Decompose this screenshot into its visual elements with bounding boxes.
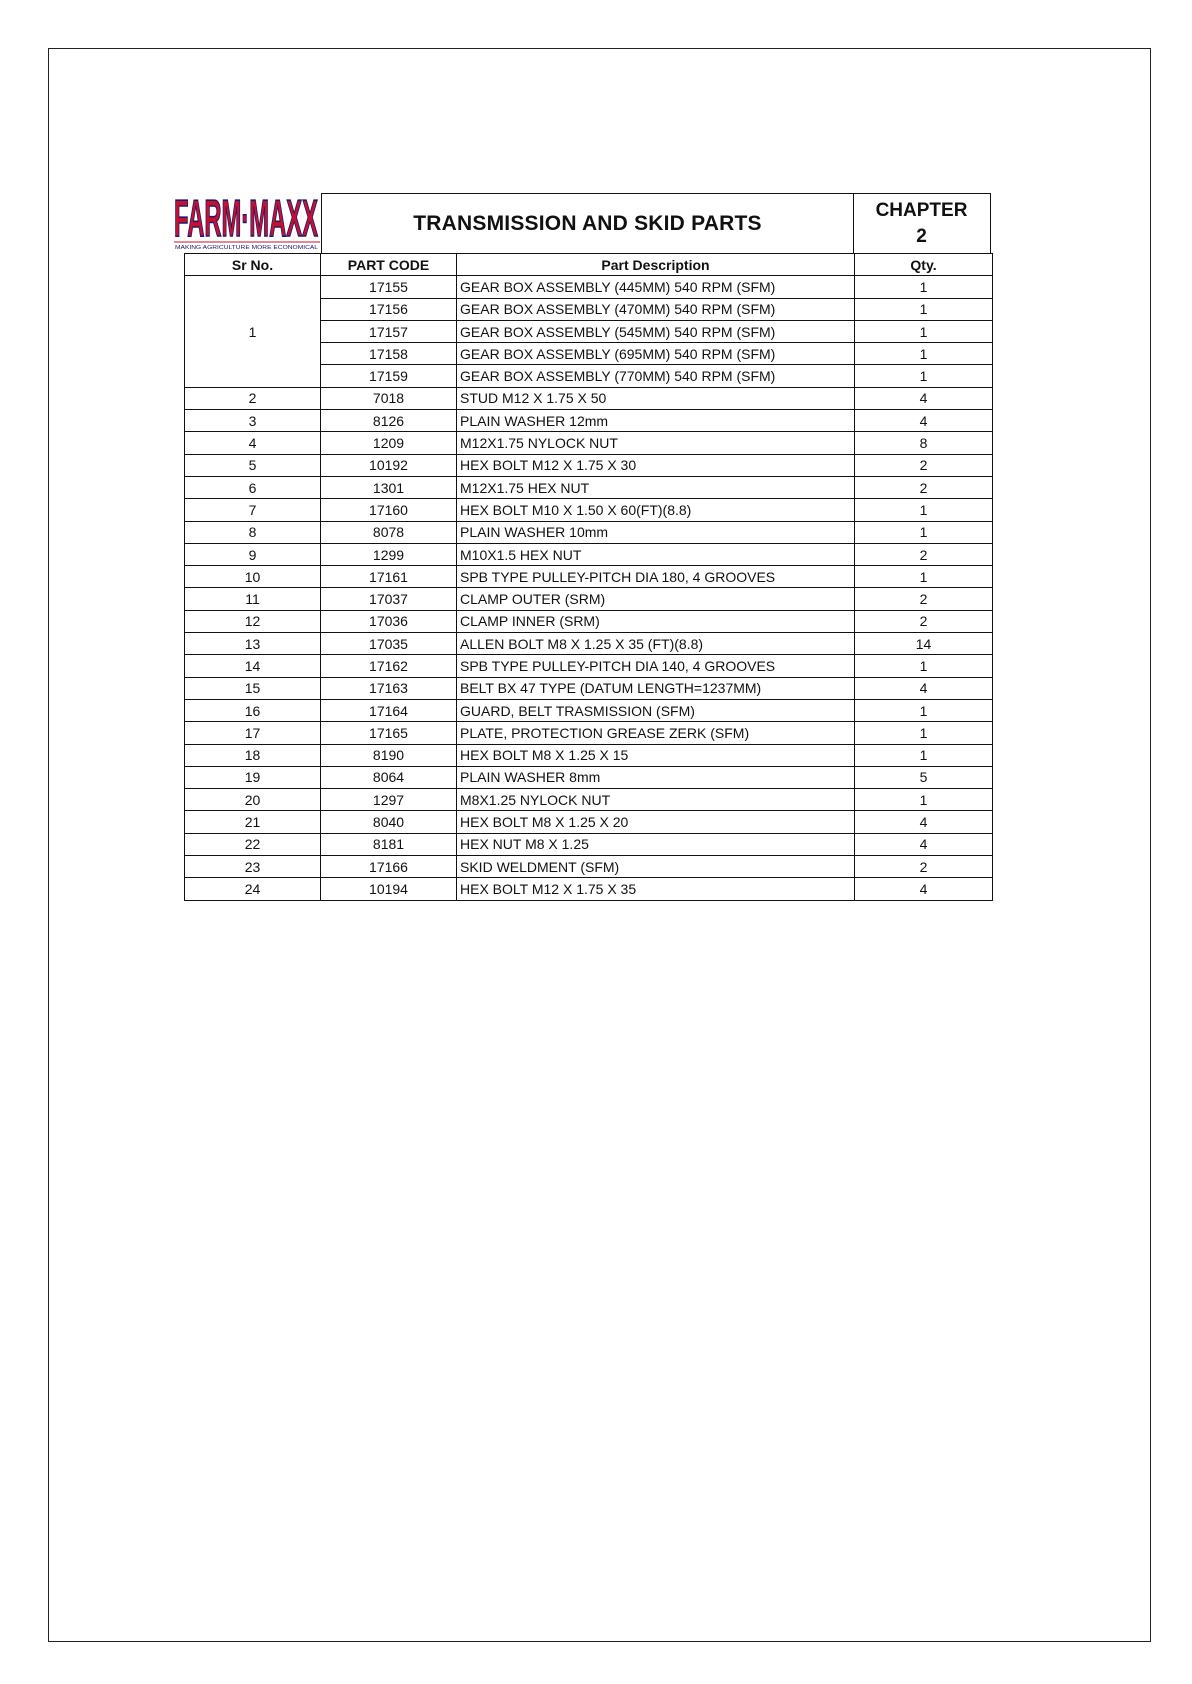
qty-cell: 4 — [855, 387, 993, 409]
parts-table-body — [185, 276, 993, 900]
qty-cell: 1 — [855, 499, 993, 521]
sr-no-cell: 12 — [185, 610, 321, 632]
part-code-cell: 17158 — [321, 343, 457, 365]
part-code-cell: 10192 — [321, 454, 457, 476]
part-code-cell: 17166 — [321, 856, 457, 878]
part-code-cell: 17036 — [321, 610, 457, 632]
part-description-cell: GEAR BOX ASSEMBLY (445MM) 540 RPM (SFM) — [457, 276, 855, 298]
qty-cell: 2 — [855, 588, 993, 610]
table-row — [185, 410, 993, 432]
part-description-cell: HEX BOLT M12 X 1.75 X 35 — [457, 878, 855, 900]
chapter-box — [853, 193, 991, 254]
table-row — [185, 856, 993, 878]
part-description-cell: M8X1.25 NYLOCK NUT — [457, 789, 855, 811]
sr-no-cell: 11 — [185, 588, 321, 610]
sr-no-cell: 19 — [185, 766, 321, 788]
part-description-cell: GEAR BOX ASSEMBLY (695MM) 540 RPM (SFM) — [457, 343, 855, 365]
qty-cell: 1 — [855, 655, 993, 677]
part-code-cell: 17037 — [321, 588, 457, 610]
table-row — [185, 633, 993, 655]
sr-no-cell: 8 — [185, 521, 321, 543]
part-code-cell: 8126 — [321, 410, 457, 432]
part-description-cell: HEX BOLT M12 X 1.75 X 30 — [457, 454, 855, 476]
table-row — [185, 588, 993, 610]
part-code-cell: 17157 — [321, 320, 457, 342]
table-row — [185, 543, 993, 565]
table-row — [185, 499, 993, 521]
part-code-cell: 8064 — [321, 766, 457, 788]
table-row — [185, 811, 993, 833]
qty-cell: 4 — [855, 811, 993, 833]
part-code-cell: 8040 — [321, 811, 457, 833]
qty-cell: 14 — [855, 633, 993, 655]
part-description-cell: CLAMP INNER (SRM) — [457, 610, 855, 632]
document-header — [174, 186, 990, 254]
part-description-cell: GEAR BOX ASSEMBLY (470MM) 540 RPM (SFM) — [457, 298, 855, 320]
part-code-cell: 8181 — [321, 833, 457, 855]
sr-no-cell: 2 — [185, 387, 321, 409]
header-qty: Qty. — [855, 254, 993, 276]
sr-no-cell: 15 — [185, 677, 321, 699]
part-description-cell: BELT BX 47 TYPE (DATUM LENGTH=1237MM) — [457, 677, 855, 699]
sr-no-cell: 20 — [185, 789, 321, 811]
sr-no-cell: 3 — [185, 410, 321, 432]
sr-no-cell: 21 — [185, 811, 321, 833]
qty-cell: 2 — [855, 856, 993, 878]
table-row — [185, 833, 993, 855]
part-description-cell: GUARD, BELT TRASMISSION (SFM) — [457, 699, 855, 721]
qty-cell: 1 — [855, 789, 993, 811]
part-description-cell: M12X1.75 NYLOCK NUT — [457, 432, 855, 454]
table-header-row — [185, 254, 993, 276]
qty-cell: 4 — [855, 878, 993, 900]
sr-no-cell: 4 — [185, 432, 321, 454]
qty-cell: 1 — [855, 566, 993, 588]
part-description-cell: HEX NUT M8 X 1.25 — [457, 833, 855, 855]
qty-cell: 1 — [855, 521, 993, 543]
part-description-cell: HEX BOLT M10 X 1.50 X 60(FT)(8.8) — [457, 499, 855, 521]
document-title: TRANSMISSION AND SKID PARTS — [321, 193, 854, 254]
sr-no-cell: 16 — [185, 699, 321, 721]
qty-cell: 4 — [855, 410, 993, 432]
qty-cell: 1 — [855, 276, 993, 298]
sr-no-cell: 5 — [185, 454, 321, 476]
table-row — [185, 655, 993, 677]
part-description-cell: PLAIN WASHER 8mm — [457, 766, 855, 788]
qty-cell: 4 — [855, 677, 993, 699]
part-code-cell: 8078 — [321, 521, 457, 543]
sr-no-cell: 10 — [185, 566, 321, 588]
qty-cell: 1 — [855, 699, 993, 721]
table-row — [185, 744, 993, 766]
qty-cell: 2 — [855, 476, 993, 498]
sr-no-cell: 18 — [185, 744, 321, 766]
qty-cell: 5 — [855, 766, 993, 788]
sr-no-cell: 6 — [185, 476, 321, 498]
part-code-cell: 8190 — [321, 744, 457, 766]
table-row — [185, 610, 993, 632]
part-code-cell: 7018 — [321, 387, 457, 409]
qty-cell: 1 — [855, 298, 993, 320]
table-row — [185, 878, 993, 900]
part-code-cell: 1301 — [321, 476, 457, 498]
parts-table — [184, 253, 993, 901]
part-description-cell: GEAR BOX ASSEMBLY (770MM) 540 RPM (SFM) — [457, 365, 855, 387]
table-row — [185, 387, 993, 409]
header-part-description: Part Description — [457, 254, 855, 276]
part-description-cell: PLAIN WASHER 12mm — [457, 410, 855, 432]
qty-cell: 1 — [855, 343, 993, 365]
part-code-cell: 17160 — [321, 499, 457, 521]
table-row — [185, 699, 993, 721]
part-description-cell: SPB TYPE PULLEY-PITCH DIA 180, 4 GROOVES — [457, 566, 855, 588]
qty-cell: 2 — [855, 454, 993, 476]
part-code-cell: 1299 — [321, 543, 457, 565]
qty-cell: 4 — [855, 833, 993, 855]
part-code-cell: 17155 — [321, 276, 457, 298]
table-row — [185, 566, 993, 588]
chapter-number: 2 — [916, 226, 927, 247]
sr-no-cell: 24 — [185, 878, 321, 900]
part-description-cell: PLAIN WASHER 10mm — [457, 521, 855, 543]
part-code-cell: 17163 — [321, 677, 457, 699]
logo-text: FARM·MAXX — [174, 190, 319, 248]
table-row — [185, 454, 993, 476]
table-row — [185, 789, 993, 811]
part-code-cell: 17164 — [321, 699, 457, 721]
part-description-cell: SPB TYPE PULLEY-PITCH DIA 140, 4 GROOVES — [457, 655, 855, 677]
logo-tagline: MAKING AGRICULTURE MORE ECONOMICAL — [175, 245, 318, 251]
qty-cell: 1 — [855, 744, 993, 766]
part-description-cell: ALLEN BOLT M8 X 1.25 X 35 (FT)(8.8) — [457, 633, 855, 655]
table-row — [185, 276, 993, 298]
qty-cell: 1 — [855, 722, 993, 744]
part-code-cell: 17156 — [321, 298, 457, 320]
chapter-label: CHAPTER — [875, 200, 968, 221]
part-code-cell: 1209 — [321, 432, 457, 454]
qty-cell: 1 — [855, 365, 993, 387]
part-code-cell: 10194 — [321, 878, 457, 900]
table-row — [185, 521, 993, 543]
header-sr-no: Sr No. — [185, 254, 321, 276]
part-code-cell: 17159 — [321, 365, 457, 387]
qty-cell: 2 — [855, 610, 993, 632]
qty-cell: 8 — [855, 432, 993, 454]
part-description-cell: SKID WELDMENT (SFM) — [457, 856, 855, 878]
part-description-cell: M12X1.75 HEX NUT — [457, 476, 855, 498]
table-row — [185, 677, 993, 699]
part-code-cell: 17165 — [321, 722, 457, 744]
part-description-cell: HEX BOLT M8 X 1.25 X 20 — [457, 811, 855, 833]
table-row — [185, 476, 993, 498]
qty-cell: 1 — [855, 320, 993, 342]
sr-no-cell: 14 — [185, 655, 321, 677]
sr-no-cell: 17 — [185, 722, 321, 744]
header-part-code: PART CODE — [321, 254, 457, 276]
part-description-cell: HEX BOLT M8 X 1.25 X 15 — [457, 744, 855, 766]
farm-maxx-logo — [174, 186, 320, 252]
table-row — [185, 766, 993, 788]
sr-no-cell: 13 — [185, 633, 321, 655]
part-code-cell: 17162 — [321, 655, 457, 677]
part-code-cell: 17035 — [321, 633, 457, 655]
sr-no-cell: 1 — [185, 276, 321, 387]
part-description-cell: PLATE, PROTECTION GREASE ZERK (SFM) — [457, 722, 855, 744]
part-code-cell: 1297 — [321, 789, 457, 811]
part-description-cell: CLAMP OUTER (SRM) — [457, 588, 855, 610]
sr-no-cell: 7 — [185, 499, 321, 521]
part-description-cell: M10X1.5 HEX NUT — [457, 543, 855, 565]
part-description-cell: STUD M12 X 1.75 X 50 — [457, 387, 855, 409]
sr-no-cell: 22 — [185, 833, 321, 855]
sr-no-cell: 9 — [185, 543, 321, 565]
sr-no-cell: 23 — [185, 856, 321, 878]
qty-cell: 2 — [855, 543, 993, 565]
table-row — [185, 432, 993, 454]
part-description-cell: GEAR BOX ASSEMBLY (545MM) 540 RPM (SFM) — [457, 320, 855, 342]
part-code-cell: 17161 — [321, 566, 457, 588]
table-row — [185, 722, 993, 744]
